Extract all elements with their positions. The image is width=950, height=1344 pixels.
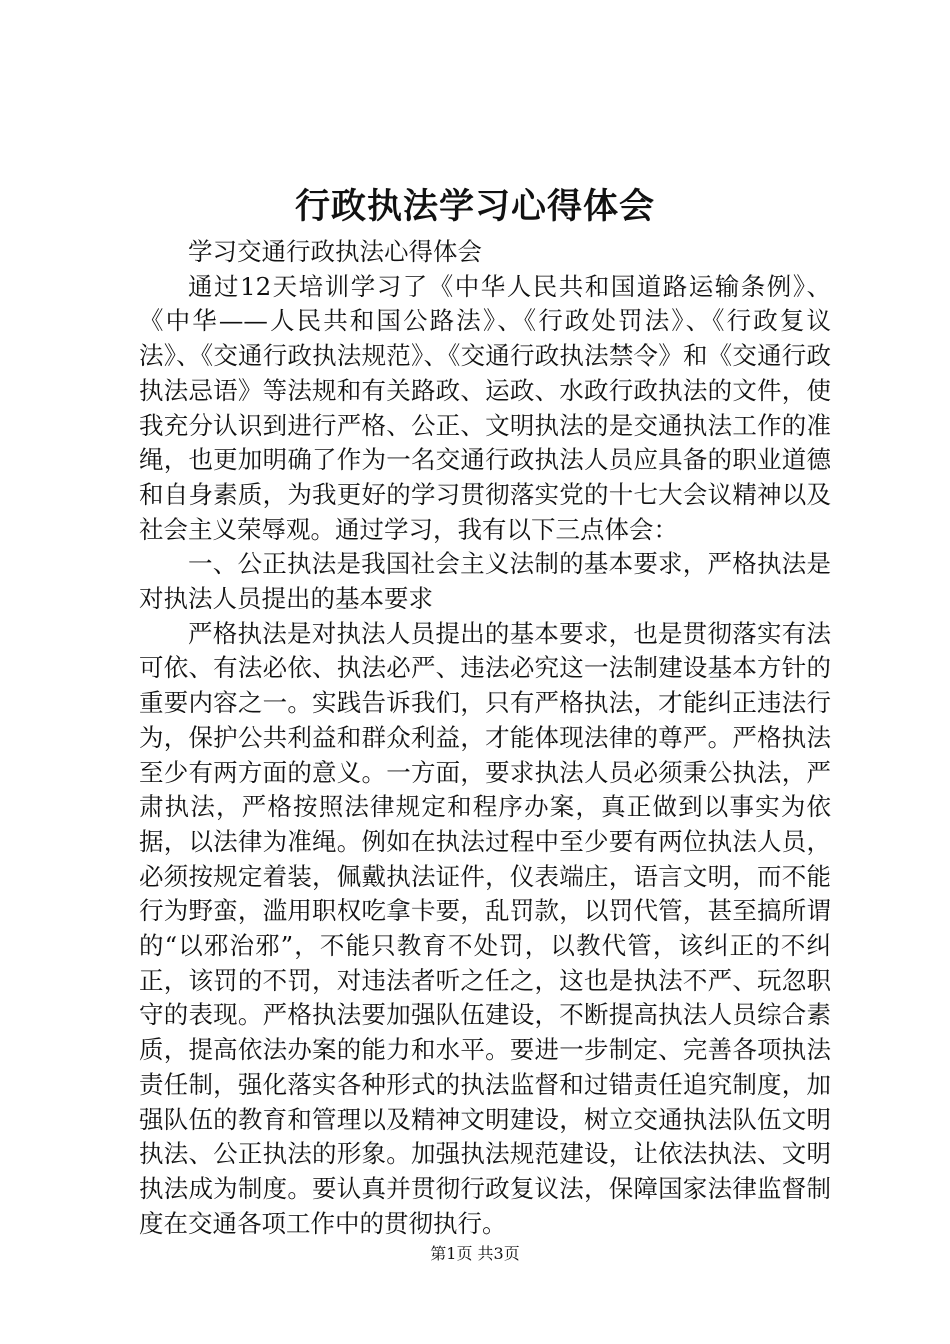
body-paragraph: 严格执法是对执法人员提出的基本要求，也是贯彻落实有法可依、有法必依、执法必严、违法必究这一法制建设基本方针的重要内容之一。实践告诉我们，只有严格执法，才能纠正违法行为，保护公共利益和群众利益，才能体现法律的尊严。严格执法至少有两方面的意义。一方面，要求执法人员必须秉公执法，严肃执法，严格按照法律规定和程序办案，真正做到以事实为依据，以法律为准绳。例如在执法过程中至少要有两位执法人员，必须按规定着装，佩戴执法证件，仪表端庄，语言文明，而不能行为野蛮，滥用职权吃拿卡要，乱罚款，以罚代管，甚至搞所谓的“以邪治邪”，不能只教育不处罚，以教代管，该纠正的不纠正，该罚的不罚，对违法者听之任之，这也是执法不严、玩忽职守的表现。严格执法要加强队伍建设，不断提高执法人员综合素质，提高依法办案的能力和水平。要进一步制定、完善各项执法责任制，强化落实各种形式的执法监督和过错责任追究制度，加强队伍的教育和管理以及精神文明建设，树立交通执法队伍文明执法、公正执法的形象。加强执法规范建设，让依法执法、文明执法成为制度。要认真并贯彻行政复议法，保障国家法律监督制度在交通各项工作中的贯彻执行。	[139, 618, 831, 1238]
document-body	[139, 235, 831, 1241]
subtitle-paragraph: 学习交通行政执法心得体会	[188, 237, 482, 266]
page-footer: 第1页 共3页	[430, 1244, 520, 1263]
section-heading-paragraph: 一、公正执法是我国社会主义法制的基本要求，严格执法是对执法人员提出的基本要求	[139, 549, 831, 614]
document-title: 行政执法学习心得体会	[294, 186, 655, 227]
intro-paragraph: 通过12天培训学习了《中华人民共和国道路运输条例》、《中华——人民共和国公路法》、《行政处罚法》、《行政复议法》、《交通行政执法规范》、《交通行政执法禁令》和《交通行政执法忌语》等法规和有关路政、运政、水政行政执法的文件，使我充分认识到进行严格、公正、文明执法的是交通执法工作的准绳，也更加明确了作为一名交通行政执法人员应具备的职业道德和自身素质，为我更好的学习贯彻落实党的十七大会议精神以及社会主义荣辱观。通过学习，我有以下三点体会：	[139, 271, 831, 544]
